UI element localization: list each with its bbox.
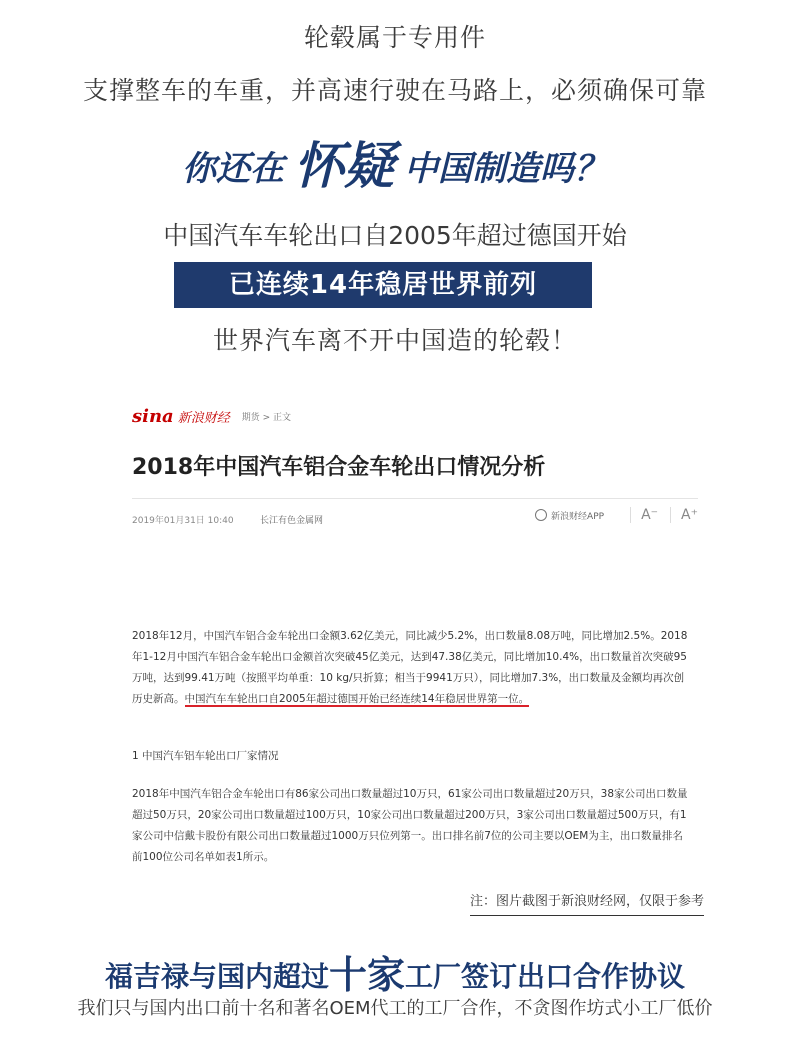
headline xyxy=(0,126,790,198)
highlighted-sentence: 中国汽车车轮出口自2005年超过德国开始已经连续14年稳居世界第一位。 xyxy=(184,693,530,705)
site-header xyxy=(132,406,291,427)
intro-line-1: 轮毂属于专用件 xyxy=(303,23,486,52)
footer-line: 我们只与国内出口前十名和著名OEM代工的工厂合作，不贪图作坊式小工厂低价 xyxy=(77,998,713,1019)
footer-headline-pre: 福吉禄与国内超过 xyxy=(104,960,329,993)
site-name: 新浪财经 xyxy=(177,411,230,426)
article-screenshot xyxy=(118,392,708,872)
paragraph-text: 2018年12月，中国汽车铝合金车轮出口金额3.62亿美元，同比减少5.2%，出口数量8.08万吨，同比增加2.5%。2018年1-12月中国汽车铝合金车轮出口金额首次突破45亿美元，达到47.38亿美元，同比增加10.4%，出口数量首次突破95万吨，达到99.41万吨（按照平均单重：10 kg/只折算；相当于9941万只），同比增加7.3%，出口数量及金额均再次创历史新高。 xyxy=(132,630,688,705)
article-tools xyxy=(535,507,698,523)
font-smaller-button[interactable]: A⁻ xyxy=(630,507,658,523)
footer-headline-post: 工厂签订出口合作协议 xyxy=(405,960,686,993)
article-meta xyxy=(132,498,698,529)
article-paragraph-1 xyxy=(132,626,692,710)
intro-line-3: 中国汽车车轮出口自2005年超过德国开始 xyxy=(163,221,627,250)
intro-line-4: 世界汽车离不开中国造的轮毂！ xyxy=(212,326,577,355)
footer-headline xyxy=(0,944,790,999)
article-source: 长江有色金属网 xyxy=(260,516,324,526)
headline-post: 中国制造吗？ xyxy=(404,149,608,189)
headline-pre: 你还在 xyxy=(182,149,284,189)
section-heading: 1 中国汽车铝车轮出口厂家情况 xyxy=(132,750,279,762)
highlight-banner: 已连续14年稳居世界前列 xyxy=(174,262,592,308)
screenshot-note: 注：图片截图于新浪财经网，仅限于参考 xyxy=(470,890,704,916)
font-larger-button[interactable]: A⁺ xyxy=(670,507,698,523)
article-date: 2019年01月31日 10:40 xyxy=(132,516,234,526)
footer-headline-big: 十家 xyxy=(328,953,405,997)
breadcrumb: 期货 > 正文 xyxy=(241,413,292,423)
sina-logo: sina xyxy=(132,406,174,427)
headline-big: 怀疑 xyxy=(294,137,394,195)
article-title: 2018年中国汽车铝合金车轮出口情况分析 xyxy=(132,455,546,480)
app-link[interactable]: 新浪财经APP xyxy=(551,511,605,522)
intro-line-2: 支撑整车的车重，并高速行驶在马路上，必须确保可靠 xyxy=(82,76,707,105)
article-paragraph-2: 2018年中国汽车铝合金车轮出口有86家公司出口数量超过10万只，61家公司出口数量超过20万只，38家公司出口数量超过50万只，20家公司出口数量超过100万只，10家公司出口数量超过200万只，3家公司出口数量超过500万只，有1家公司中信戴卡股份有限公司出口数量超过1000万只位列第一。出口排名前7位的公司主要以OEM为主，出口数量排名前100位公司名单如表1所示。 xyxy=(132,788,688,863)
headphone-icon xyxy=(535,509,547,521)
